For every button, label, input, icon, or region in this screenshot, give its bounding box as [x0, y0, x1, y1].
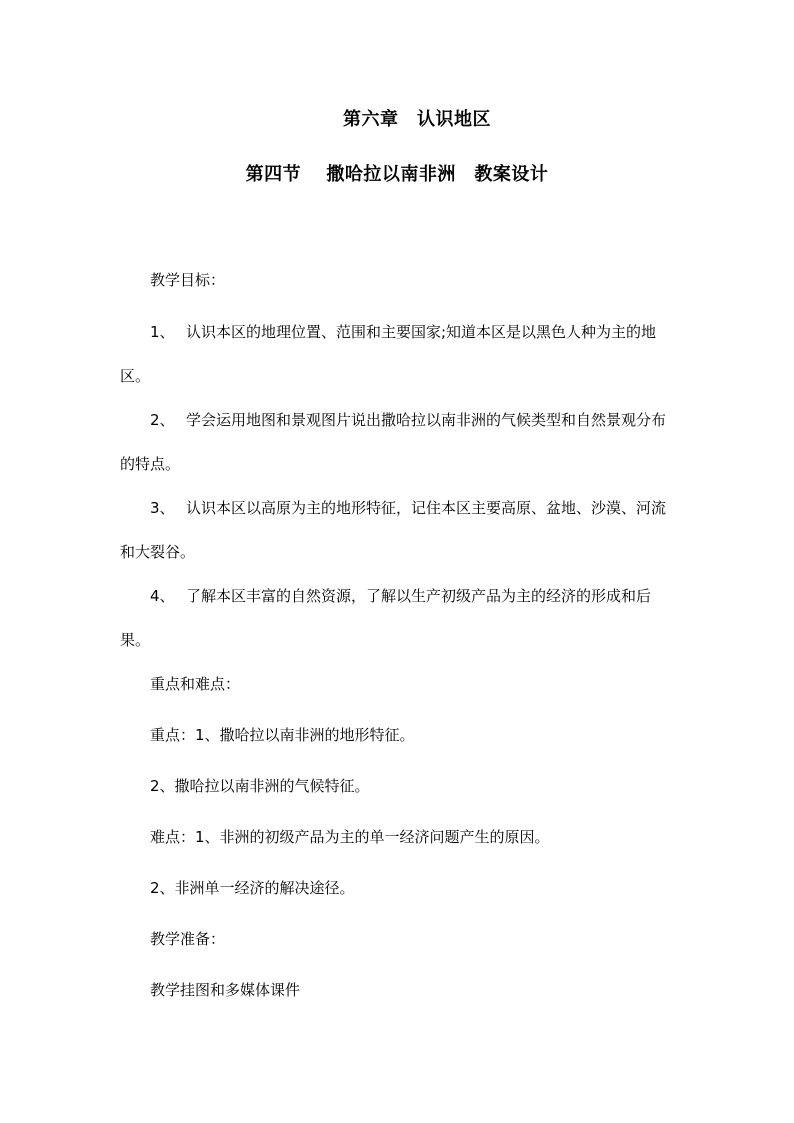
preparation-heading: 教学准备： — [150, 930, 226, 948]
key-points-heading: 重点和难点： — [150, 675, 241, 693]
section-title: 第四节 撒哈拉以南非洲 教案设计 — [245, 164, 549, 185]
difficult-point-2: 2、非洲单一经济的解决途径。 — [150, 879, 355, 897]
objective-item-1: 1、 认识本区的地理位置、范围和主要国家;知道本区是以黑色人种为主的地区。 — [120, 323, 657, 385]
key-point-1: 重点：1、撒哈拉以南非洲的地形特征。 — [150, 726, 415, 744]
difficult-point-1: 难点：1、非洲的初级产品为主的单一经济问题产生的原因。 — [150, 828, 550, 846]
chapter-title: 第六章 认识地区 — [343, 109, 491, 130]
objective-item-4: 4、 了解本区丰富的自然资源，了解以生产初级产品为主的经济的形成和后果。 — [120, 587, 652, 649]
objectives-heading: 教学目标： — [150, 271, 226, 289]
objective-item-3: 3、 认识本区以高原为主的地形特征，记住本区主要高原、盆地、沙漠、河流和大裂谷。 — [120, 499, 667, 561]
key-point-2: 2、撒哈拉以南非洲的气候特征。 — [150, 777, 370, 795]
preparation-text: 教学挂图和多媒体课件 — [150, 981, 301, 999]
objective-item-2: 2、 学会运用地图和景观图片说出撒哈拉以南非洲的气候类型和自然景观分布的特点。 — [120, 411, 667, 473]
